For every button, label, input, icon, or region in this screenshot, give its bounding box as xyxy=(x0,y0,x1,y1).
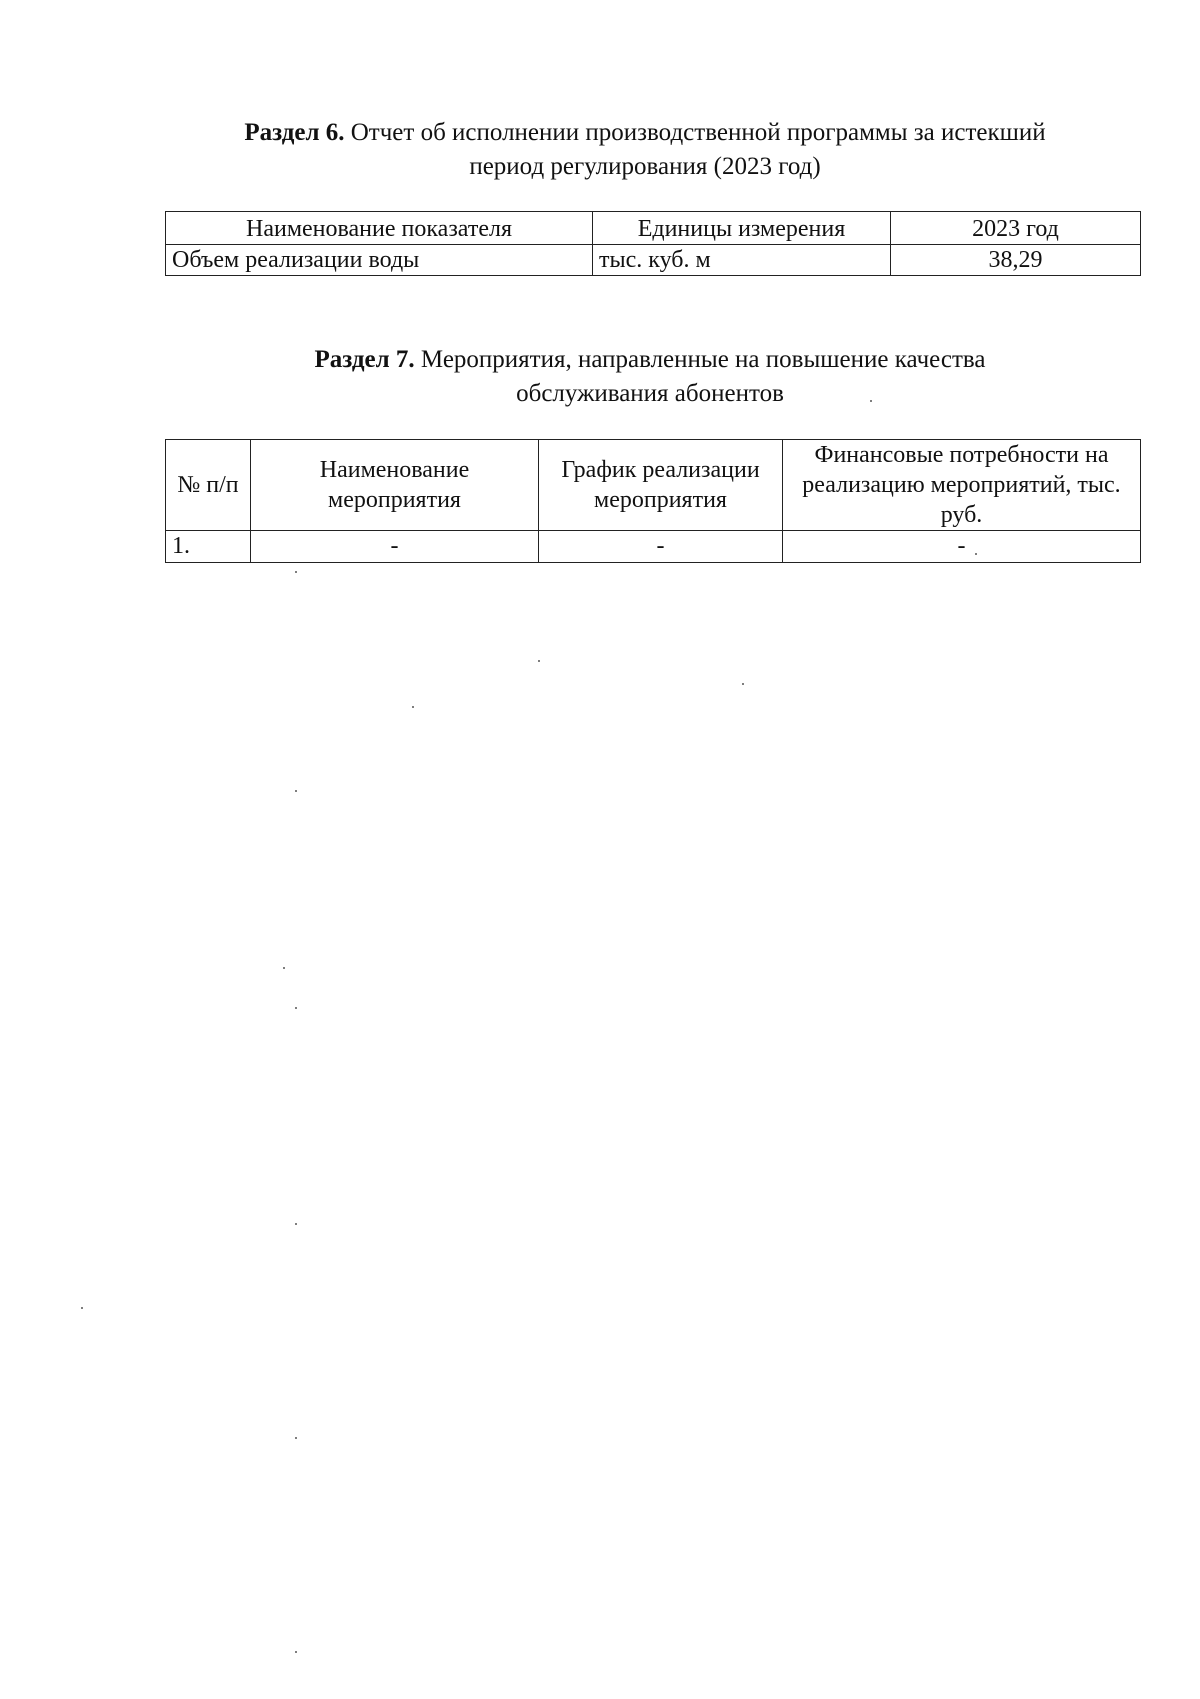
scan-speck xyxy=(538,660,540,662)
section-7-title-line1: Мероприятия, направленные на повышение качества xyxy=(420,346,986,373)
table-header-row xyxy=(166,440,1141,531)
table-row xyxy=(166,245,1141,276)
header-number: № п/п xyxy=(166,440,251,531)
header-measure-name: Наименование мероприятия xyxy=(251,440,539,531)
cell-units: тыс. куб. м xyxy=(593,245,891,276)
scan-speck xyxy=(975,553,977,555)
header-year: 2023 год xyxy=(891,212,1141,245)
production-program-table xyxy=(165,211,1141,276)
header-schedule: График реализации мероприятия xyxy=(539,440,783,531)
service-quality-measures-table xyxy=(165,439,1141,563)
cell-indicator: Объем реализации воды xyxy=(166,245,593,276)
cell-measure-name: - xyxy=(251,531,539,563)
scan-speck xyxy=(295,1223,297,1225)
scan-speck xyxy=(295,1437,297,1439)
header-financial-needs: Финансовые потребности на реализацию мероприятий, тыс. руб. xyxy=(783,440,1141,531)
header-units: Единицы измерения xyxy=(593,212,891,245)
scan-speck xyxy=(81,1307,83,1309)
section-7-number: Раздел 7. xyxy=(314,346,415,373)
cell-schedule: - xyxy=(539,531,783,563)
header-indicator-name: Наименование показателя xyxy=(166,212,593,245)
scan-speck xyxy=(295,1007,297,1009)
section-6-title xyxy=(160,116,1130,184)
scan-speck xyxy=(295,790,297,792)
section-7-title xyxy=(200,343,1100,411)
cell-number: 1. xyxy=(166,531,251,563)
cell-financial-needs: - xyxy=(783,531,1141,563)
scan-speck xyxy=(295,1651,297,1653)
scan-speck xyxy=(742,683,744,685)
scan-speck xyxy=(283,967,285,969)
scan-speck xyxy=(412,706,414,708)
table-header-row xyxy=(166,212,1141,245)
section-7-title-line2: обслуживания абонентов xyxy=(516,380,784,407)
table-row xyxy=(166,531,1141,563)
scan-speck xyxy=(295,571,297,573)
section-6-number: Раздел 6. xyxy=(244,119,345,146)
scan-speck xyxy=(870,400,872,402)
section-6-title-line2: период регулирования (2023 год) xyxy=(469,153,821,180)
cell-value: 38,29 xyxy=(891,245,1141,276)
section-6-title-line1: Отчет об исполнении производственной программы за истекший xyxy=(350,119,1046,146)
